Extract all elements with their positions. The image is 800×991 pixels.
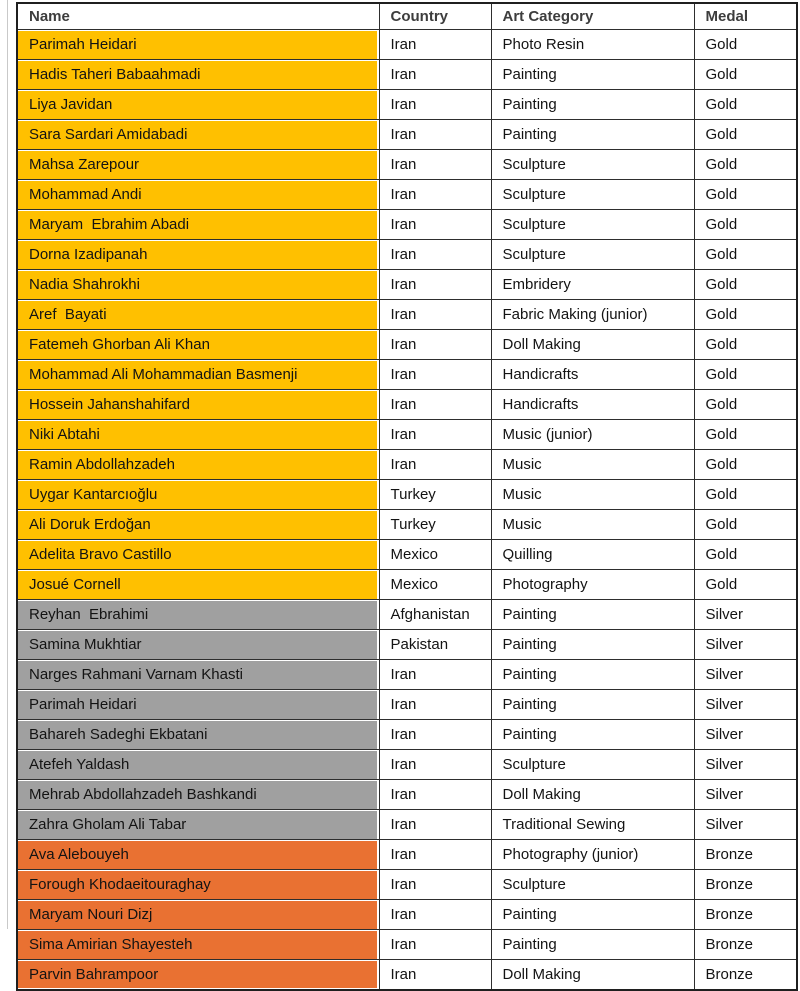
medal-cell-text: Silver — [705, 816, 744, 833]
category-cell — [491, 840, 694, 870]
country-cell — [379, 630, 491, 660]
name-cell — [17, 480, 379, 510]
table-row — [17, 750, 797, 780]
category-cell-text: Painting — [502, 666, 557, 683]
name-cell-text: Atefeh Yaldash — [29, 756, 130, 773]
table-row — [17, 780, 797, 810]
medal-cell-text: Gold — [705, 246, 738, 263]
medal-cell-text: Gold — [705, 96, 738, 113]
medal-cell-text: Silver — [705, 696, 744, 713]
medal-cell — [694, 450, 797, 480]
medal-cell-text: Gold — [705, 36, 738, 53]
country-cell — [379, 90, 491, 120]
medal-cell — [694, 960, 797, 991]
medal-cell — [694, 390, 797, 420]
medal-cell-text: Silver — [705, 786, 744, 803]
medal-cell — [694, 270, 797, 300]
category-cell — [491, 30, 694, 60]
category-cell-text: Embridery — [502, 276, 571, 293]
country-cell — [379, 510, 491, 540]
country-cell — [379, 180, 491, 210]
medal-cell-text: Bronze — [705, 876, 754, 893]
medal-cell — [694, 60, 797, 90]
name-cell-text: Dorna Izadipanah — [29, 246, 148, 263]
name-cell — [17, 690, 379, 720]
category-cell — [491, 330, 694, 360]
name-cell — [17, 210, 379, 240]
medal-cell — [694, 600, 797, 630]
medal-cell-text: Gold — [705, 486, 738, 503]
country-cell — [379, 240, 491, 270]
medal-cell — [694, 690, 797, 720]
medal-cell — [694, 510, 797, 540]
country-cell — [379, 660, 491, 690]
header-row — [17, 3, 797, 30]
country-cell-text: Iran — [390, 36, 417, 53]
category-cell-text: Sculpture — [502, 876, 566, 893]
country-cell — [379, 60, 491, 90]
category-cell — [491, 930, 694, 960]
medal-cell — [694, 240, 797, 270]
name-cell — [17, 600, 379, 630]
category-cell — [491, 390, 694, 420]
name-cell-text: Mohammad Andi — [29, 186, 142, 203]
category-cell — [491, 270, 694, 300]
name-cell-text: Maryam Ebrahim Abadi — [29, 216, 190, 233]
medal-cell — [694, 180, 797, 210]
category-cell-text: Photo Resin — [502, 36, 585, 53]
category-cell-text: Painting — [502, 606, 557, 623]
table-row — [17, 900, 797, 930]
name-cell-text: Forough Khodaeitouraghay — [29, 876, 211, 893]
table-row — [17, 420, 797, 450]
name-cell-text: Parimah Heidari — [29, 36, 137, 53]
country-cell — [379, 270, 491, 300]
medal-cell-text: Bronze — [705, 936, 754, 953]
country-cell-text: Pakistan — [390, 636, 449, 653]
category-cell-text: Music — [502, 456, 542, 473]
country-cell-text: Iran — [390, 246, 417, 263]
category-cell — [491, 690, 694, 720]
category-cell-text: Music — [502, 486, 542, 503]
column-header-country: Country — [379, 3, 491, 30]
medal-cell-text: Gold — [705, 396, 738, 413]
medal-cell — [694, 720, 797, 750]
name-cell-text: Hossein Jahanshahifard — [29, 396, 190, 413]
name-cell — [17, 270, 379, 300]
country-cell-text: Iran — [390, 366, 417, 383]
medal-cell — [694, 30, 797, 60]
country-cell-text: Iran — [390, 336, 417, 353]
medal-cell — [694, 150, 797, 180]
name-cell — [17, 450, 379, 480]
country-cell — [379, 150, 491, 180]
category-cell-text: Handicrafts — [502, 396, 579, 413]
category-cell-text: Sculpture — [502, 216, 566, 233]
medal-cell-text: Gold — [705, 336, 738, 353]
medal-cell — [694, 300, 797, 330]
category-cell-text: Painting — [502, 906, 557, 923]
country-cell — [379, 540, 491, 570]
table-row — [17, 690, 797, 720]
medal-cell — [694, 420, 797, 450]
table-row — [17, 450, 797, 480]
table-row — [17, 390, 797, 420]
category-cell — [491, 900, 694, 930]
country-cell-text: Iran — [390, 696, 417, 713]
medal-cell — [694, 750, 797, 780]
category-cell — [491, 750, 694, 780]
medal-cell-text: Gold — [705, 126, 738, 143]
medal-cell — [694, 570, 797, 600]
country-cell-text: Iran — [390, 156, 417, 173]
name-cell-text: Nadia Shahrokhi — [29, 276, 140, 293]
name-cell — [17, 840, 379, 870]
medal-cell-text: Gold — [705, 156, 738, 173]
name-cell — [17, 60, 379, 90]
table-row — [17, 930, 797, 960]
category-cell-text: Painting — [502, 726, 557, 743]
category-cell-text: Photography (junior) — [502, 846, 639, 863]
table-row — [17, 330, 797, 360]
medal-cell-text: Gold — [705, 366, 738, 383]
table-row — [17, 660, 797, 690]
country-cell — [379, 360, 491, 390]
category-cell — [491, 420, 694, 450]
name-cell-text: Samina Mukhtiar — [29, 636, 142, 653]
country-cell-text: Turkey — [390, 486, 436, 503]
medal-cell — [694, 210, 797, 240]
name-cell — [17, 930, 379, 960]
category-cell-text: Doll Making — [502, 336, 581, 353]
medal-cell-text: Silver — [705, 726, 744, 743]
name-cell — [17, 780, 379, 810]
name-cell-text: Niki Abtahi — [29, 426, 100, 443]
country-cell — [379, 120, 491, 150]
category-cell — [491, 600, 694, 630]
medal-cell-text: Gold — [705, 306, 738, 323]
medal-cell — [694, 930, 797, 960]
country-cell-text: Turkey — [390, 516, 436, 533]
category-cell — [491, 300, 694, 330]
name-cell-text: Narges Rahmani Varnam Khasti — [29, 666, 243, 683]
table-row — [17, 720, 797, 750]
name-cell — [17, 570, 379, 600]
name-cell — [17, 870, 379, 900]
name-cell — [17, 180, 379, 210]
medal-cell-text: Gold — [705, 456, 738, 473]
name-cell-text: Liya Javidan — [29, 96, 113, 113]
table-head — [17, 3, 797, 30]
country-cell — [379, 780, 491, 810]
name-cell-text: Josué Cornell — [29, 576, 121, 593]
category-cell-text: Painting — [502, 126, 557, 143]
name-cell-text: Hadis Taheri Babaahmadi — [29, 66, 201, 83]
table-row — [17, 600, 797, 630]
country-cell-text: Afghanistan — [390, 606, 470, 623]
country-cell-text: Iran — [390, 126, 417, 143]
table-row — [17, 570, 797, 600]
country-cell-text: Iran — [390, 666, 417, 683]
country-cell-text: Iran — [390, 726, 417, 743]
country-cell — [379, 210, 491, 240]
category-cell — [491, 780, 694, 810]
name-cell-text: Parvin Bahrampoor — [29, 966, 159, 983]
table-row — [17, 60, 797, 90]
name-cell — [17, 330, 379, 360]
name-cell — [17, 960, 379, 991]
country-cell — [379, 570, 491, 600]
column-header-medal: Medal — [694, 3, 797, 30]
medal-cell — [694, 540, 797, 570]
medal-cell-text: Gold — [705, 216, 738, 233]
name-cell — [17, 240, 379, 270]
page-edge-line — [7, 0, 8, 929]
category-cell-text: Painting — [502, 696, 557, 713]
category-cell-text: Music (junior) — [502, 426, 593, 443]
table-row — [17, 300, 797, 330]
name-cell-text: Fatemeh Ghorban Ali Khan — [29, 336, 210, 353]
country-cell-text: Iran — [390, 66, 417, 83]
name-cell — [17, 510, 379, 540]
medal-cell — [694, 90, 797, 120]
medal-cell-text: Gold — [705, 576, 738, 593]
country-cell-text: Iran — [390, 816, 417, 833]
column-header-name: Name — [17, 3, 379, 30]
category-cell — [491, 960, 694, 991]
category-cell-text: Doll Making — [502, 966, 581, 983]
medal-cell-text: Silver — [705, 666, 744, 683]
country-cell — [379, 450, 491, 480]
country-cell — [379, 720, 491, 750]
medal-results-table — [16, 2, 798, 991]
country-cell — [379, 930, 491, 960]
category-cell-text: Sculpture — [502, 186, 566, 203]
table-row — [17, 360, 797, 390]
medal-cell — [694, 480, 797, 510]
country-cell-text: Iran — [390, 306, 417, 323]
name-cell-text: Parimah Heidari — [29, 696, 137, 713]
table-row — [17, 810, 797, 840]
name-cell — [17, 120, 379, 150]
category-cell — [491, 540, 694, 570]
category-cell — [491, 210, 694, 240]
country-cell — [379, 810, 491, 840]
name-cell-text: Ava Alebouyeh — [29, 846, 129, 863]
country-cell-text: Iran — [390, 186, 417, 203]
name-cell-text: Reyhan Ebrahimi — [29, 606, 149, 623]
country-cell-text: Iran — [390, 426, 417, 443]
name-cell — [17, 300, 379, 330]
table-row — [17, 150, 797, 180]
category-cell — [491, 60, 694, 90]
name-cell-text: Ali Doruk Erdoğan — [29, 516, 151, 533]
category-cell-text: Doll Making — [502, 786, 581, 803]
category-cell — [491, 630, 694, 660]
country-cell-text: Iran — [390, 786, 417, 803]
name-cell-text: Uygar Kantarcıoğlu — [29, 486, 158, 503]
name-cell-text: Bahareh Sadeghi Ekbatani — [29, 726, 208, 743]
country-cell-text: Iran — [390, 906, 417, 923]
name-cell-text: Ramin Abdollahzadeh — [29, 456, 175, 473]
category-cell-text: Fabric Making (junior) — [502, 306, 648, 323]
country-cell-text: Iran — [390, 396, 417, 413]
name-cell — [17, 360, 379, 390]
category-cell-text: Music — [502, 516, 542, 533]
country-cell — [379, 690, 491, 720]
country-cell — [379, 600, 491, 630]
name-cell-text: Maryam Nouri Dizj — [29, 906, 153, 923]
name-cell-text: Mehrab Abdollahzadeh Bashkandi — [29, 786, 257, 803]
category-cell-text: Painting — [502, 66, 557, 83]
category-cell — [491, 240, 694, 270]
name-cell — [17, 540, 379, 570]
name-cell — [17, 30, 379, 60]
medal-cell — [694, 870, 797, 900]
table-row — [17, 270, 797, 300]
medal-cell-text: Silver — [705, 636, 744, 653]
medal-cell — [694, 120, 797, 150]
medal-cell-text: Gold — [705, 516, 738, 533]
category-cell-text: Handicrafts — [502, 366, 579, 383]
country-cell-text: Iran — [390, 936, 417, 953]
category-cell — [491, 810, 694, 840]
medal-cell — [694, 900, 797, 930]
country-cell-text: Iran — [390, 756, 417, 773]
country-cell — [379, 300, 491, 330]
country-cell — [379, 30, 491, 60]
name-cell — [17, 900, 379, 930]
table-row — [17, 30, 797, 60]
country-cell-text: Iran — [390, 96, 417, 113]
country-cell — [379, 900, 491, 930]
country-cell — [379, 330, 491, 360]
name-cell-text: Zahra Gholam Ali Tabar — [29, 816, 187, 833]
category-cell — [491, 120, 694, 150]
category-cell-text: Quilling — [502, 546, 553, 563]
name-cell — [17, 150, 379, 180]
country-cell-text: Iran — [390, 846, 417, 863]
category-cell — [491, 360, 694, 390]
column-header-art-category: Art Category — [491, 3, 694, 30]
table-row — [17, 90, 797, 120]
category-cell — [491, 180, 694, 210]
country-cell — [379, 960, 491, 991]
category-cell — [491, 480, 694, 510]
category-cell-text: Sculpture — [502, 246, 566, 263]
medal-cell-text: Gold — [705, 186, 738, 203]
category-cell — [491, 450, 694, 480]
name-cell — [17, 390, 379, 420]
category-cell — [491, 870, 694, 900]
category-cell-text: Sculpture — [502, 756, 566, 773]
name-cell — [17, 420, 379, 450]
country-cell — [379, 480, 491, 510]
name-cell-text: Aref Bayati — [29, 306, 107, 323]
country-cell-text: Mexico — [390, 576, 439, 593]
country-cell-text: Mexico — [390, 546, 439, 563]
country-cell — [379, 750, 491, 780]
medal-cell-text: Gold — [705, 546, 738, 563]
table-row — [17, 630, 797, 660]
category-cell-text: Traditional Sewing — [502, 816, 626, 833]
name-cell-text: Adelita Bravo Castillo — [29, 546, 172, 563]
name-cell-text: Sara Sardari Amidabadi — [29, 126, 188, 143]
name-cell-text: Mahsa Zarepour — [29, 156, 140, 173]
table-row — [17, 510, 797, 540]
medal-cell-text: Bronze — [705, 906, 754, 923]
name-cell — [17, 660, 379, 690]
medal-cell — [694, 660, 797, 690]
name-cell — [17, 630, 379, 660]
medal-cell — [694, 780, 797, 810]
name-cell — [17, 720, 379, 750]
table-row — [17, 480, 797, 510]
country-cell — [379, 870, 491, 900]
category-cell-text: Sculpture — [502, 156, 566, 173]
category-cell — [491, 150, 694, 180]
country-cell — [379, 420, 491, 450]
table-row — [17, 870, 797, 900]
country-cell-text: Iran — [390, 876, 417, 893]
country-cell — [379, 840, 491, 870]
category-cell — [491, 510, 694, 540]
category-cell — [491, 720, 694, 750]
category-cell-text: Painting — [502, 636, 557, 653]
name-cell — [17, 90, 379, 120]
medal-cell — [694, 360, 797, 390]
category-cell-text: Painting — [502, 96, 557, 113]
category-cell-text: Painting — [502, 936, 557, 953]
medal-cell-text: Gold — [705, 276, 738, 293]
medal-cell — [694, 810, 797, 840]
table-row — [17, 840, 797, 870]
table-row — [17, 960, 797, 991]
medal-cell — [694, 330, 797, 360]
name-cell-text: Sima Amirian Shayesteh — [29, 936, 193, 953]
medal-cell — [694, 630, 797, 660]
country-cell-text: Iran — [390, 966, 417, 983]
name-cell — [17, 750, 379, 780]
category-cell — [491, 90, 694, 120]
category-cell — [491, 570, 694, 600]
table-row — [17, 210, 797, 240]
table-body — [17, 30, 797, 991]
medal-cell-text: Gold — [705, 66, 738, 83]
country-cell-text: Iran — [390, 456, 417, 473]
medal-cell — [694, 840, 797, 870]
name-cell-text: Mohammad Ali Mohammadian Basmenji — [29, 366, 298, 383]
category-cell — [491, 660, 694, 690]
country-cell-text: Iran — [390, 216, 417, 233]
table-row — [17, 180, 797, 210]
country-cell — [379, 390, 491, 420]
medal-cell-text: Bronze — [705, 966, 754, 983]
medal-cell-text: Silver — [705, 756, 744, 773]
name-cell — [17, 810, 379, 840]
medal-cell-text: Bronze — [705, 846, 754, 863]
medal-cell-text: Silver — [705, 606, 744, 623]
table-row — [17, 540, 797, 570]
table-row — [17, 240, 797, 270]
medal-cell-text: Gold — [705, 426, 738, 443]
table-row — [17, 120, 797, 150]
country-cell-text: Iran — [390, 276, 417, 293]
category-cell-text: Photography — [502, 576, 588, 593]
